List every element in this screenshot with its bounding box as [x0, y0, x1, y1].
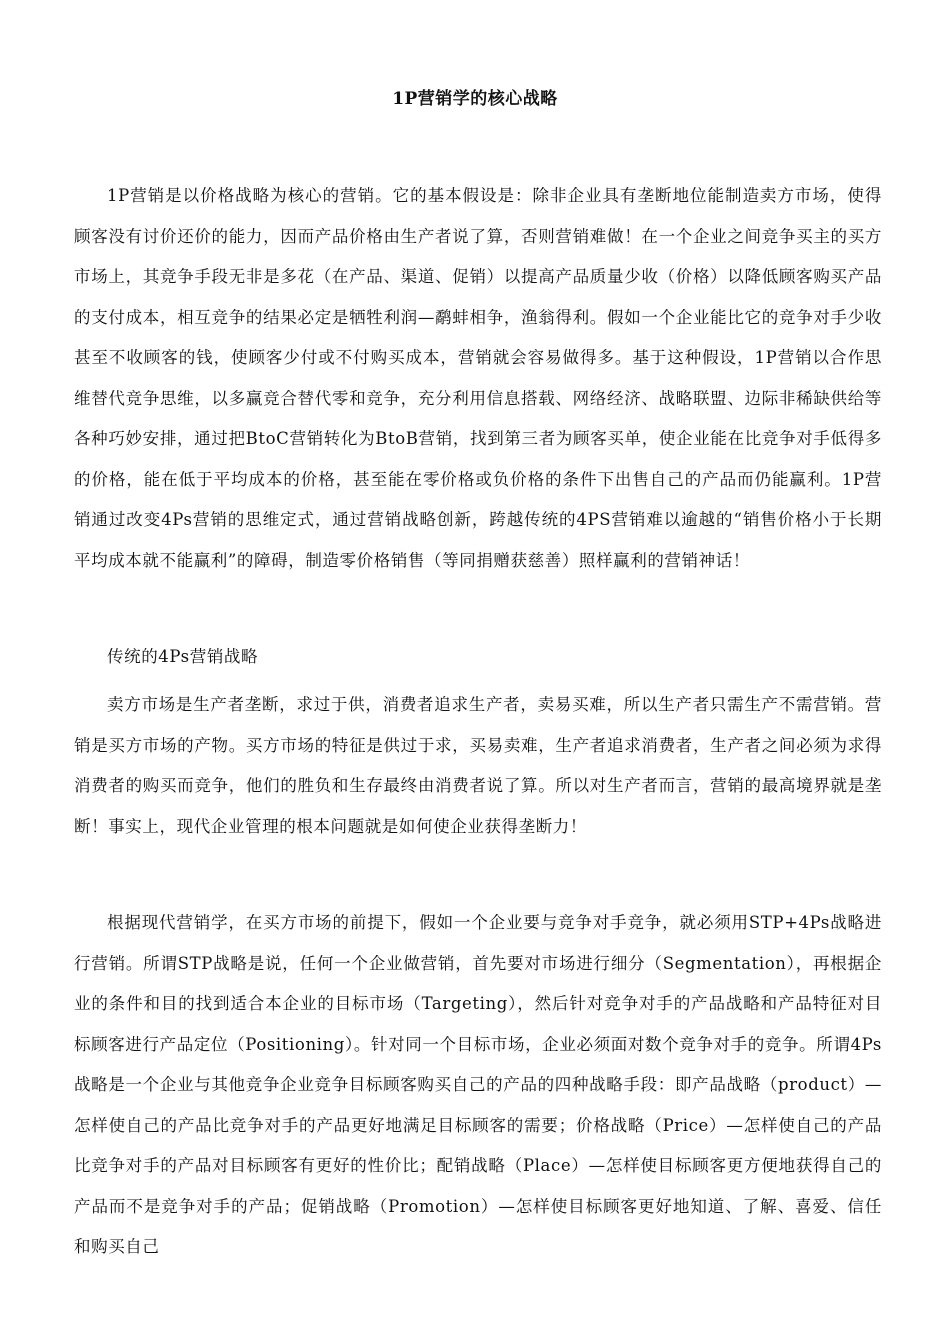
- document-title: 1P营销学的核心战略: [392, 89, 558, 109]
- paragraph-sellers-market: 卖方市场是生产者垄断，求过于供，消费者追求生产者，卖易买难，所以生产者只需生产不需营销。营销是买方市场的产物。买方市场的特征是供过于求，买易卖难，生产者追求消费者，生产者之间必须为求得消费者的购买而竞争，他们的胜负和生存最终由消费者说了算。所以对生产者而言，营销的最高境界就是垄断！事实上，现代企业管理的根本问题就是如何使企业获得垄断力！: [74, 695, 882, 836]
- section-heading-4ps: 传统的4Ps营销战略: [107, 647, 259, 666]
- paragraph-1p-marketing: 1P营销是以价格战略为核心的营销。它的基本假设是：除非企业具有垄断地位能制造卖方市场，使得顾客没有讨价还价的能力，因而产品价格由生产者说了算，否则营销难做！在一个企业之间竞争买主的买方市场上，其竞争手段无非是多花（在产品、渠道、促销）以提高产品质量少收（价格）以降低顾客购买产品的支付成本，相互竞争的结果必定是牺牲利润—鹬蚌相争，渔翁得利。假如一个企业能比它的竞争对手少收甚至不收顾客的钱，使顾客少付或不付购买成本，营销就会容易做得多。基于这种假设，1P营销以合作思维替代竞争思维，以多赢竞合替代零和竞争，充分利用信息搭载、网络经济、战略联盟、边际非稀缺供给等各种巧妙安排，通过把BtoC营销转化为BtoB营销，找到第三者为顾客买单，使企业能在比竞争对手低得多的价格，能在低于平均成本的价格，甚至能在零价格或负价格的条件下出售自己的产品而仍能赢利。1P营销通过改变4Ps营销的思维定式，通过营销战略创新，跨越传统的4PS营销难以逾越的“销售价格小于长期平均成本就不能赢利”的障碍，制造零价格销售（等同捐赠获慈善）照样赢利的营销神话！: [74, 186, 882, 570]
- paragraph-stp-4ps: 根据现代营销学，在买方市场的前提下，假如一个企业要与竞争对手竞争，就必须用STP+4Ps战略进行营销。所谓STP战略是说，任何一个企业做营销，首先要对市场进行细分（Segmentation），再根据企业的条件和目的找到适合本企业的目标市场（Targeting），然后针对竞争对手的产品战略和产品特征对目标顾客进行产品定位（Positioning）。针对同一个目标市场，企业必须面对数个竞争对手的竞争。所谓4Ps战略是一个企业与其他竞争企业竞争目标顾客购买自己的产品的四种战略手段：即产品战略（product）—怎样使自己的产品比竞争对手的产品更好地满足目标顾客的需要；价格战略（Price）—怎样使自己的产品比竞争对手的产品对目标顾客有更好的性价比；配销战略（Place）—怎样使目标顾客更方便地获得自己的产品而不是竞争对手的产品；促销战略（Promotion）—怎样使目标顾客更好地知道、了解、喜爱、信任和购买自己: [74, 913, 882, 1256]
